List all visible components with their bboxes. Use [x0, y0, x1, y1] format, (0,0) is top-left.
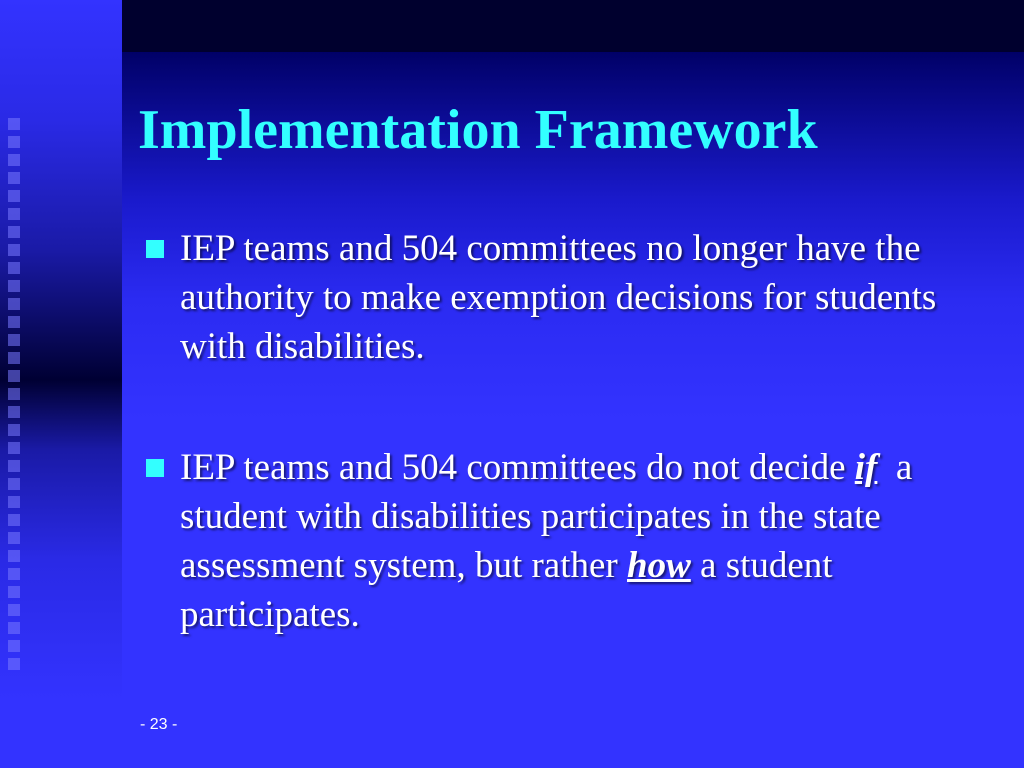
decorative-square — [8, 244, 20, 256]
page-number: - 23 - — [140, 716, 178, 733]
top-band — [122, 0, 1024, 52]
emphasis-if: if — [854, 447, 878, 488]
decorative-square — [8, 424, 20, 436]
decorative-square — [8, 550, 20, 562]
decorative-square — [8, 190, 20, 202]
decorative-square — [8, 568, 20, 580]
decorative-square — [8, 442, 20, 454]
decorative-square — [8, 208, 20, 220]
decorative-square — [8, 478, 20, 490]
square-bullet-icon — [146, 459, 164, 477]
decorative-square — [8, 514, 20, 526]
left-band — [0, 0, 122, 768]
bullet-item — [146, 443, 976, 639]
decorative-square — [8, 280, 20, 292]
decorative-square — [8, 658, 20, 670]
decorative-square — [8, 496, 20, 508]
decorative-square — [8, 406, 20, 418]
decorative-square — [8, 118, 20, 130]
slide-title: Implementation Framework — [138, 99, 818, 161]
decorative-square — [8, 262, 20, 274]
bullet-text-part: a student participates. — [180, 545, 833, 635]
decorative-square — [8, 586, 20, 598]
bullet-text-part: IEP teams and 504 committees do not decide — [180, 447, 855, 488]
decorative-square — [8, 172, 20, 184]
decorative-square — [8, 298, 20, 310]
bullet-text-part: a student with disabilities participates in the state assessment system, but rather — [180, 447, 922, 586]
decorative-square — [8, 334, 20, 346]
decorative-square — [8, 622, 20, 634]
decorative-square — [8, 532, 20, 544]
bullet-text — [180, 443, 976, 639]
decorative-square — [8, 370, 20, 382]
emphasis-how: how — [627, 545, 691, 586]
decorative-square — [8, 640, 20, 652]
square-bullet-icon — [146, 240, 164, 258]
decorative-square — [8, 460, 20, 472]
decorative-square — [8, 154, 20, 166]
decorative-square — [8, 316, 20, 328]
decorative-square — [8, 388, 20, 400]
decorative-square — [8, 352, 20, 364]
decorative-square-column — [8, 118, 24, 676]
decorative-square — [8, 604, 20, 616]
decorative-square — [8, 226, 20, 238]
bullet-item — [146, 224, 976, 371]
decorative-square — [8, 136, 20, 148]
bullet-text: IEP teams and 504 committees no longer have the authority to make exemption decisions for students with disabilities. — [180, 228, 937, 367]
